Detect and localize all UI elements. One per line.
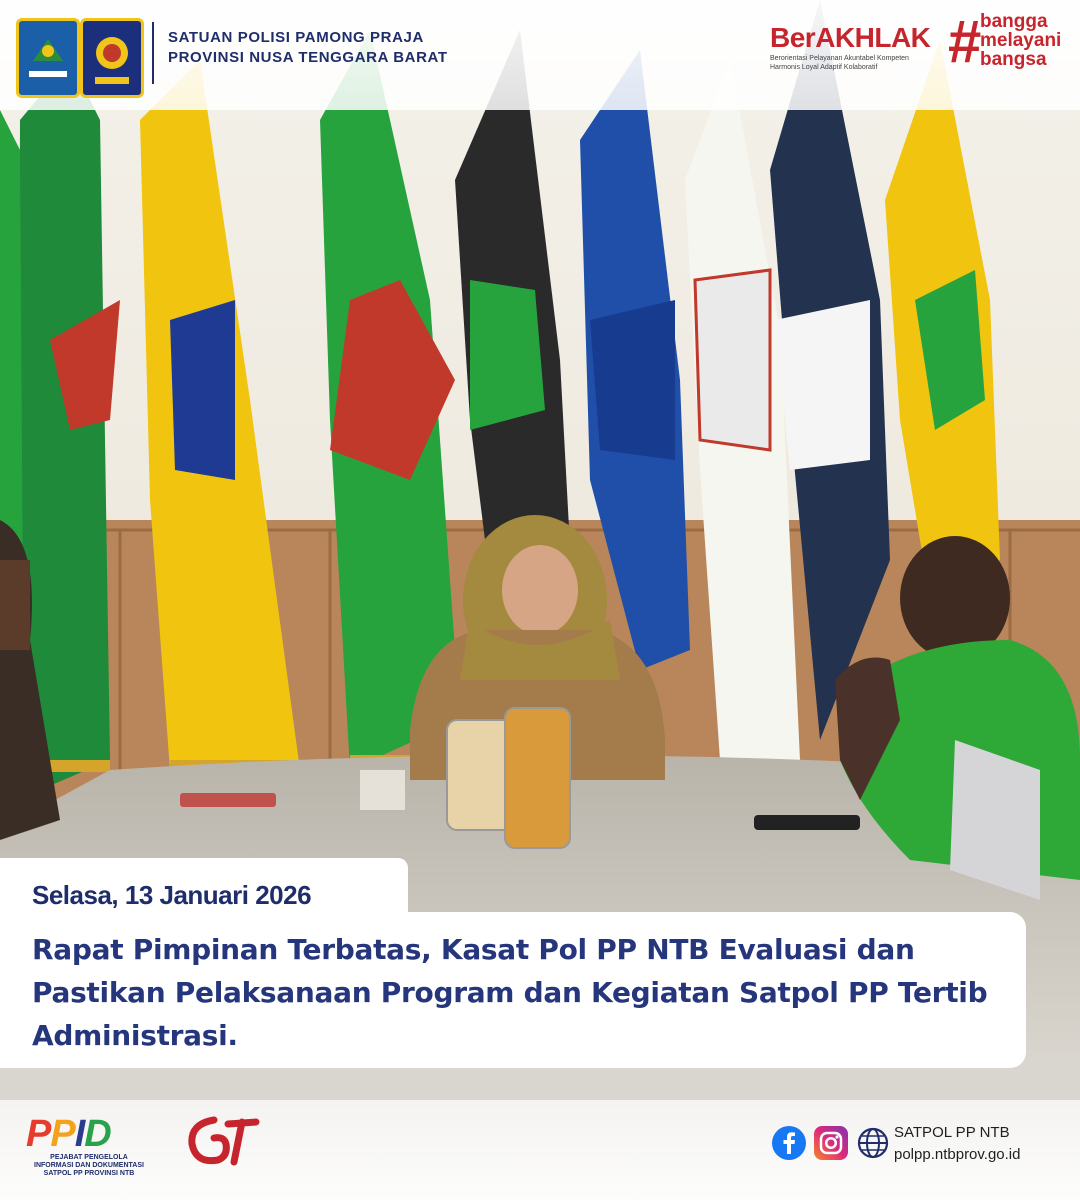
- site-url-link[interactable]: polpp.ntbprov.go.id: [894, 1146, 1021, 1163]
- org-line-2: PROVINSI NUSA TENGGARA BARAT: [168, 49, 448, 66]
- instagram-icon[interactable]: [814, 1126, 848, 1160]
- org-line-1: SATUAN POLISI PAMONG PRAJA: [168, 29, 424, 46]
- akhlak-line-1: Berorientasi Pelayanan Akuntabel Kompeten: [770, 55, 909, 62]
- organization-name: [152, 22, 448, 84]
- akhlak-title: BerAKHLAK: [770, 22, 931, 53]
- ppid-caption-3: SATPOL PP PROVINSI NTB: [43, 1170, 135, 1177]
- bangga-word-3: bangsa: [980, 49, 1047, 70]
- facebook-icon[interactable]: [772, 1126, 806, 1160]
- post-date: Selasa, 13 Januari 2026: [32, 880, 312, 910]
- ppid-logo: [26, 1114, 176, 1178]
- header-bar: [0, 0, 1080, 110]
- berakhlak-logo: [770, 22, 930, 72]
- akhlak-line-2: Harmonis Loyal Adaptif Kolaboratif: [770, 64, 878, 71]
- bangga-word-1: bangga: [980, 11, 1048, 32]
- ntb-province-logo: [16, 18, 80, 98]
- bangga-word-2: melayani: [980, 30, 1062, 51]
- anniversary-logo: [184, 1114, 260, 1166]
- ppid-caption-1: PEJABAT PENGELOLA: [50, 1154, 128, 1161]
- site-name: SATPOL PP NTB: [894, 1124, 1010, 1141]
- post-headline: Rapat Pimpinan Terbatas, Kasat Pol PP NTB Evaluasi dan Pastikan Pelaksanaan Program dan Kegiatan Satpol PP Tertib Administrasi.: [32, 933, 988, 1052]
- bangga-melayani-bangsa-logo: [948, 8, 1078, 74]
- ppid-caption-2: INFORMASI DAN DOKUMENTASI: [34, 1162, 144, 1169]
- satpol-pp-logo: [80, 18, 144, 98]
- globe-icon[interactable]: [856, 1126, 890, 1160]
- hashtag-icon: #: [948, 8, 982, 75]
- ppid-mark: PPID: [26, 1113, 111, 1155]
